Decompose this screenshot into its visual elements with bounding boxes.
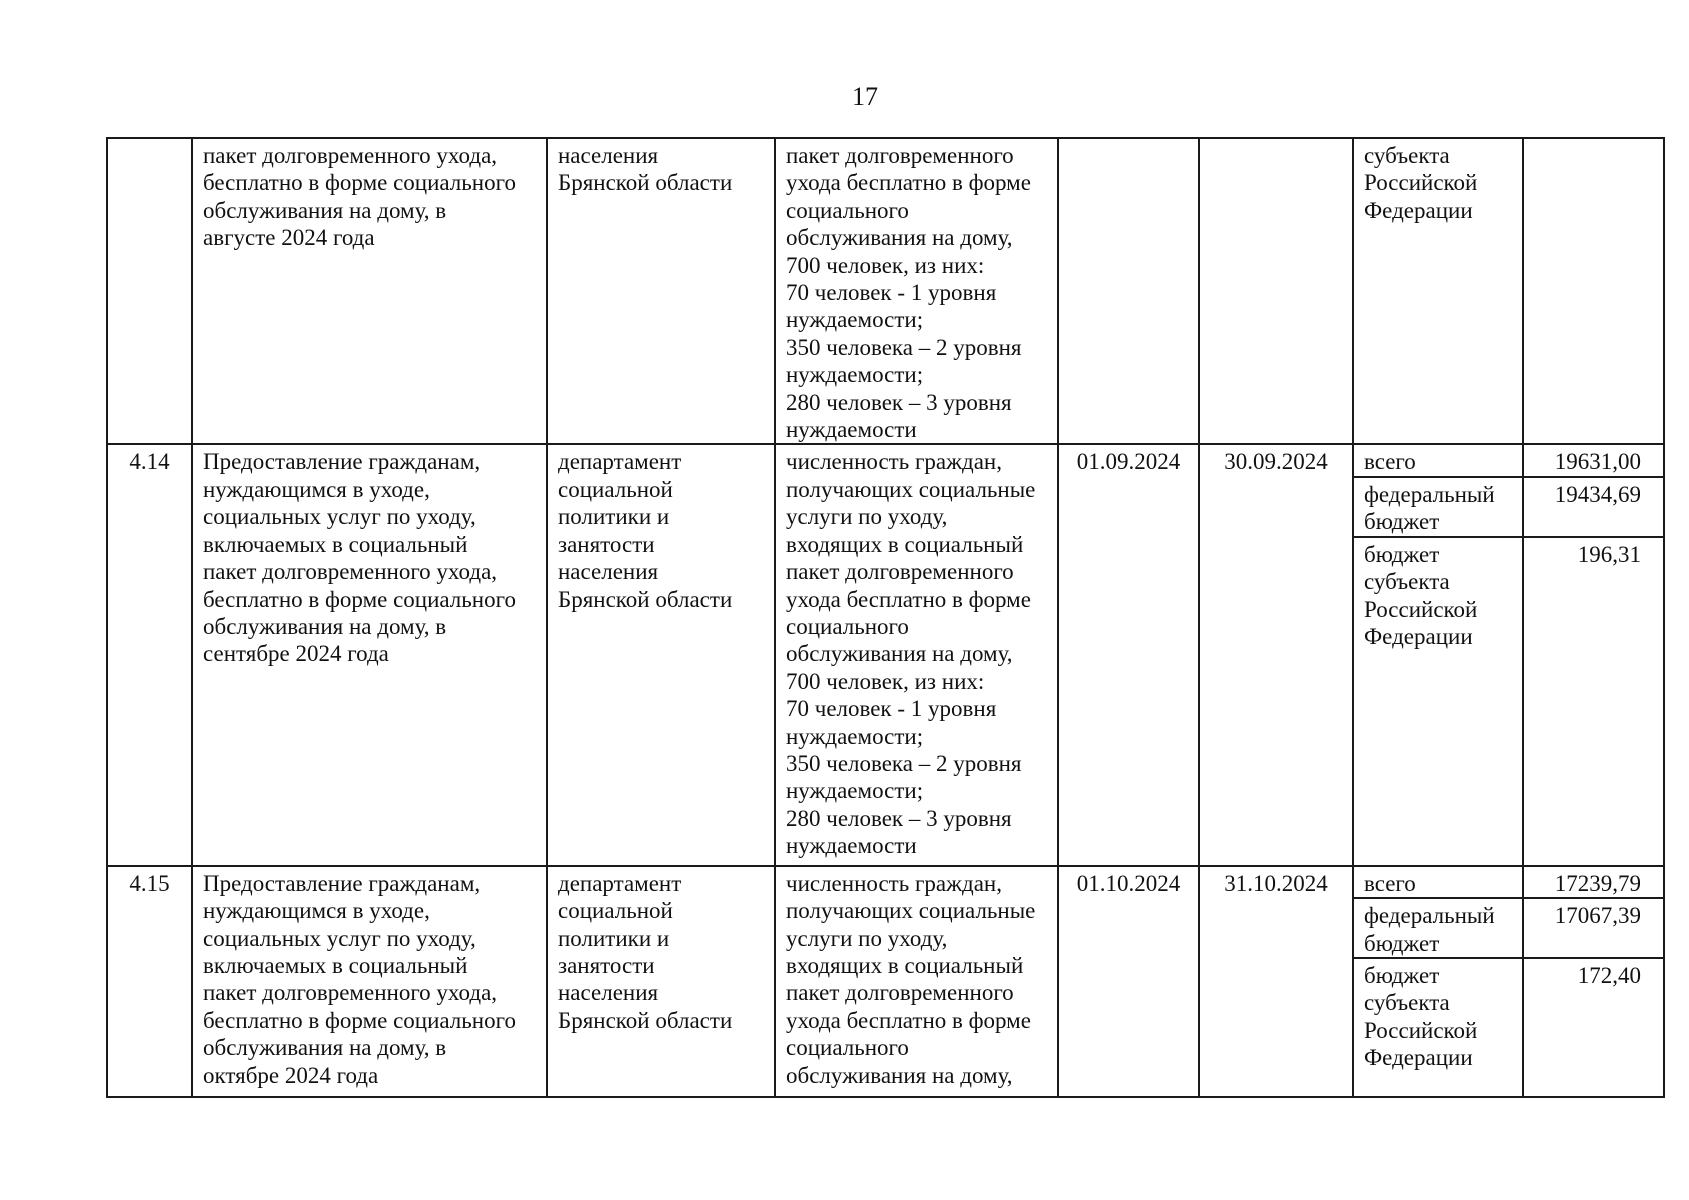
item-number-cell: 4.14: [107, 444, 192, 865]
funding-amount-cell: 17067,39: [1523, 898, 1664, 958]
indicator-cell: пакет долговременного ухода бесплатно в форме социального обслуживания на дому, 700 человек, из них: 70 человек - 1 уровня нуждаемости; 350 человека – 2 уровня нуждаемости; 280 человек – 3 уровня нуждаемости: [775, 138, 1058, 444]
funding-amount-cell: [1523, 138, 1664, 444]
funding-amount-cell: 19434,69: [1523, 477, 1664, 537]
start-date-cell: 01.09.2024: [1058, 444, 1199, 865]
funding-amount-cell: 17239,79: [1523, 866, 1664, 898]
funding-amount-cell: 196,31: [1523, 537, 1664, 866]
start-date-cell: [1058, 138, 1199, 444]
indicator-cell: численность граждан, получающих социальные услуги по уходу, входящих в социальный пакет долговременного ухода бесплатно в форме социального обслуживания на дому,: [775, 866, 1058, 1097]
end-date-cell: 31.10.2024: [1199, 866, 1353, 1097]
funding-source-cell: бюджет субъекта Российской Федерации: [1353, 537, 1523, 866]
indicator-cell: численность граждан, получающих социальные услуги по уходу, входящих в социальный пакет долговременного ухода бесплатно в форме социального обслуживания на дому, 700 человек, из них: 70 человек - 1 уровня нуждаемости; 350 человека – 2 уровня нуждаемости; 280 человек – 3 уровня нуждаемости: [775, 444, 1058, 865]
item-number-cell: 4.15: [107, 866, 192, 1097]
table-row: [107, 444, 1664, 476]
executor-cell: департамент социальной политики и занятости населения Брянской области: [547, 444, 775, 865]
funding-amount-cell: 19631,00: [1523, 444, 1664, 476]
start-date-cell: 01.10.2024: [1058, 866, 1199, 1097]
executor-cell: департамент социальной политики и занятости населения Брянской области: [547, 866, 775, 1097]
page-number: 17: [852, 82, 878, 111]
funding-source-cell: всего: [1353, 866, 1523, 898]
description-cell: Предоставление гражданам, нуждающимся в уходе, социальных услуг по уходу, включаемых в социальный пакет долговременного ухода, бесплатно в форме социального обслуживания на дому, в сентябре 2024 года: [192, 444, 547, 865]
executor-cell: населения Брянской области: [547, 138, 775, 444]
item-number-cell: [107, 138, 192, 444]
description-cell: пакет долговременного ухода, бесплатно в форме социального обслуживания на дому, в августе 2024 года: [192, 138, 547, 444]
activity-table: [106, 137, 1665, 1098]
funding-source-cell: бюджет субъекта Российской Федерации: [1353, 958, 1523, 1097]
end-date-cell: [1199, 138, 1353, 444]
end-date-cell: 30.09.2024: [1199, 444, 1353, 865]
table-row: [107, 866, 1664, 898]
table-row: [107, 138, 1664, 444]
description-cell: Предоставление гражданам, нуждающимся в уходе, социальных услуг по уходу, включаемых в социальный пакет долговременного ухода, бесплатно в форме социального обслуживания на дому, в октябре 2024 года: [192, 866, 547, 1097]
funding-amount-cell: 172,40: [1523, 958, 1664, 1097]
funding-source-cell: субъекта Российской Федерации: [1353, 138, 1523, 444]
funding-source-cell: федеральный бюджет: [1353, 898, 1523, 958]
funding-source-cell: федеральный бюджет: [1353, 477, 1523, 537]
funding-source-cell: всего: [1353, 444, 1523, 476]
